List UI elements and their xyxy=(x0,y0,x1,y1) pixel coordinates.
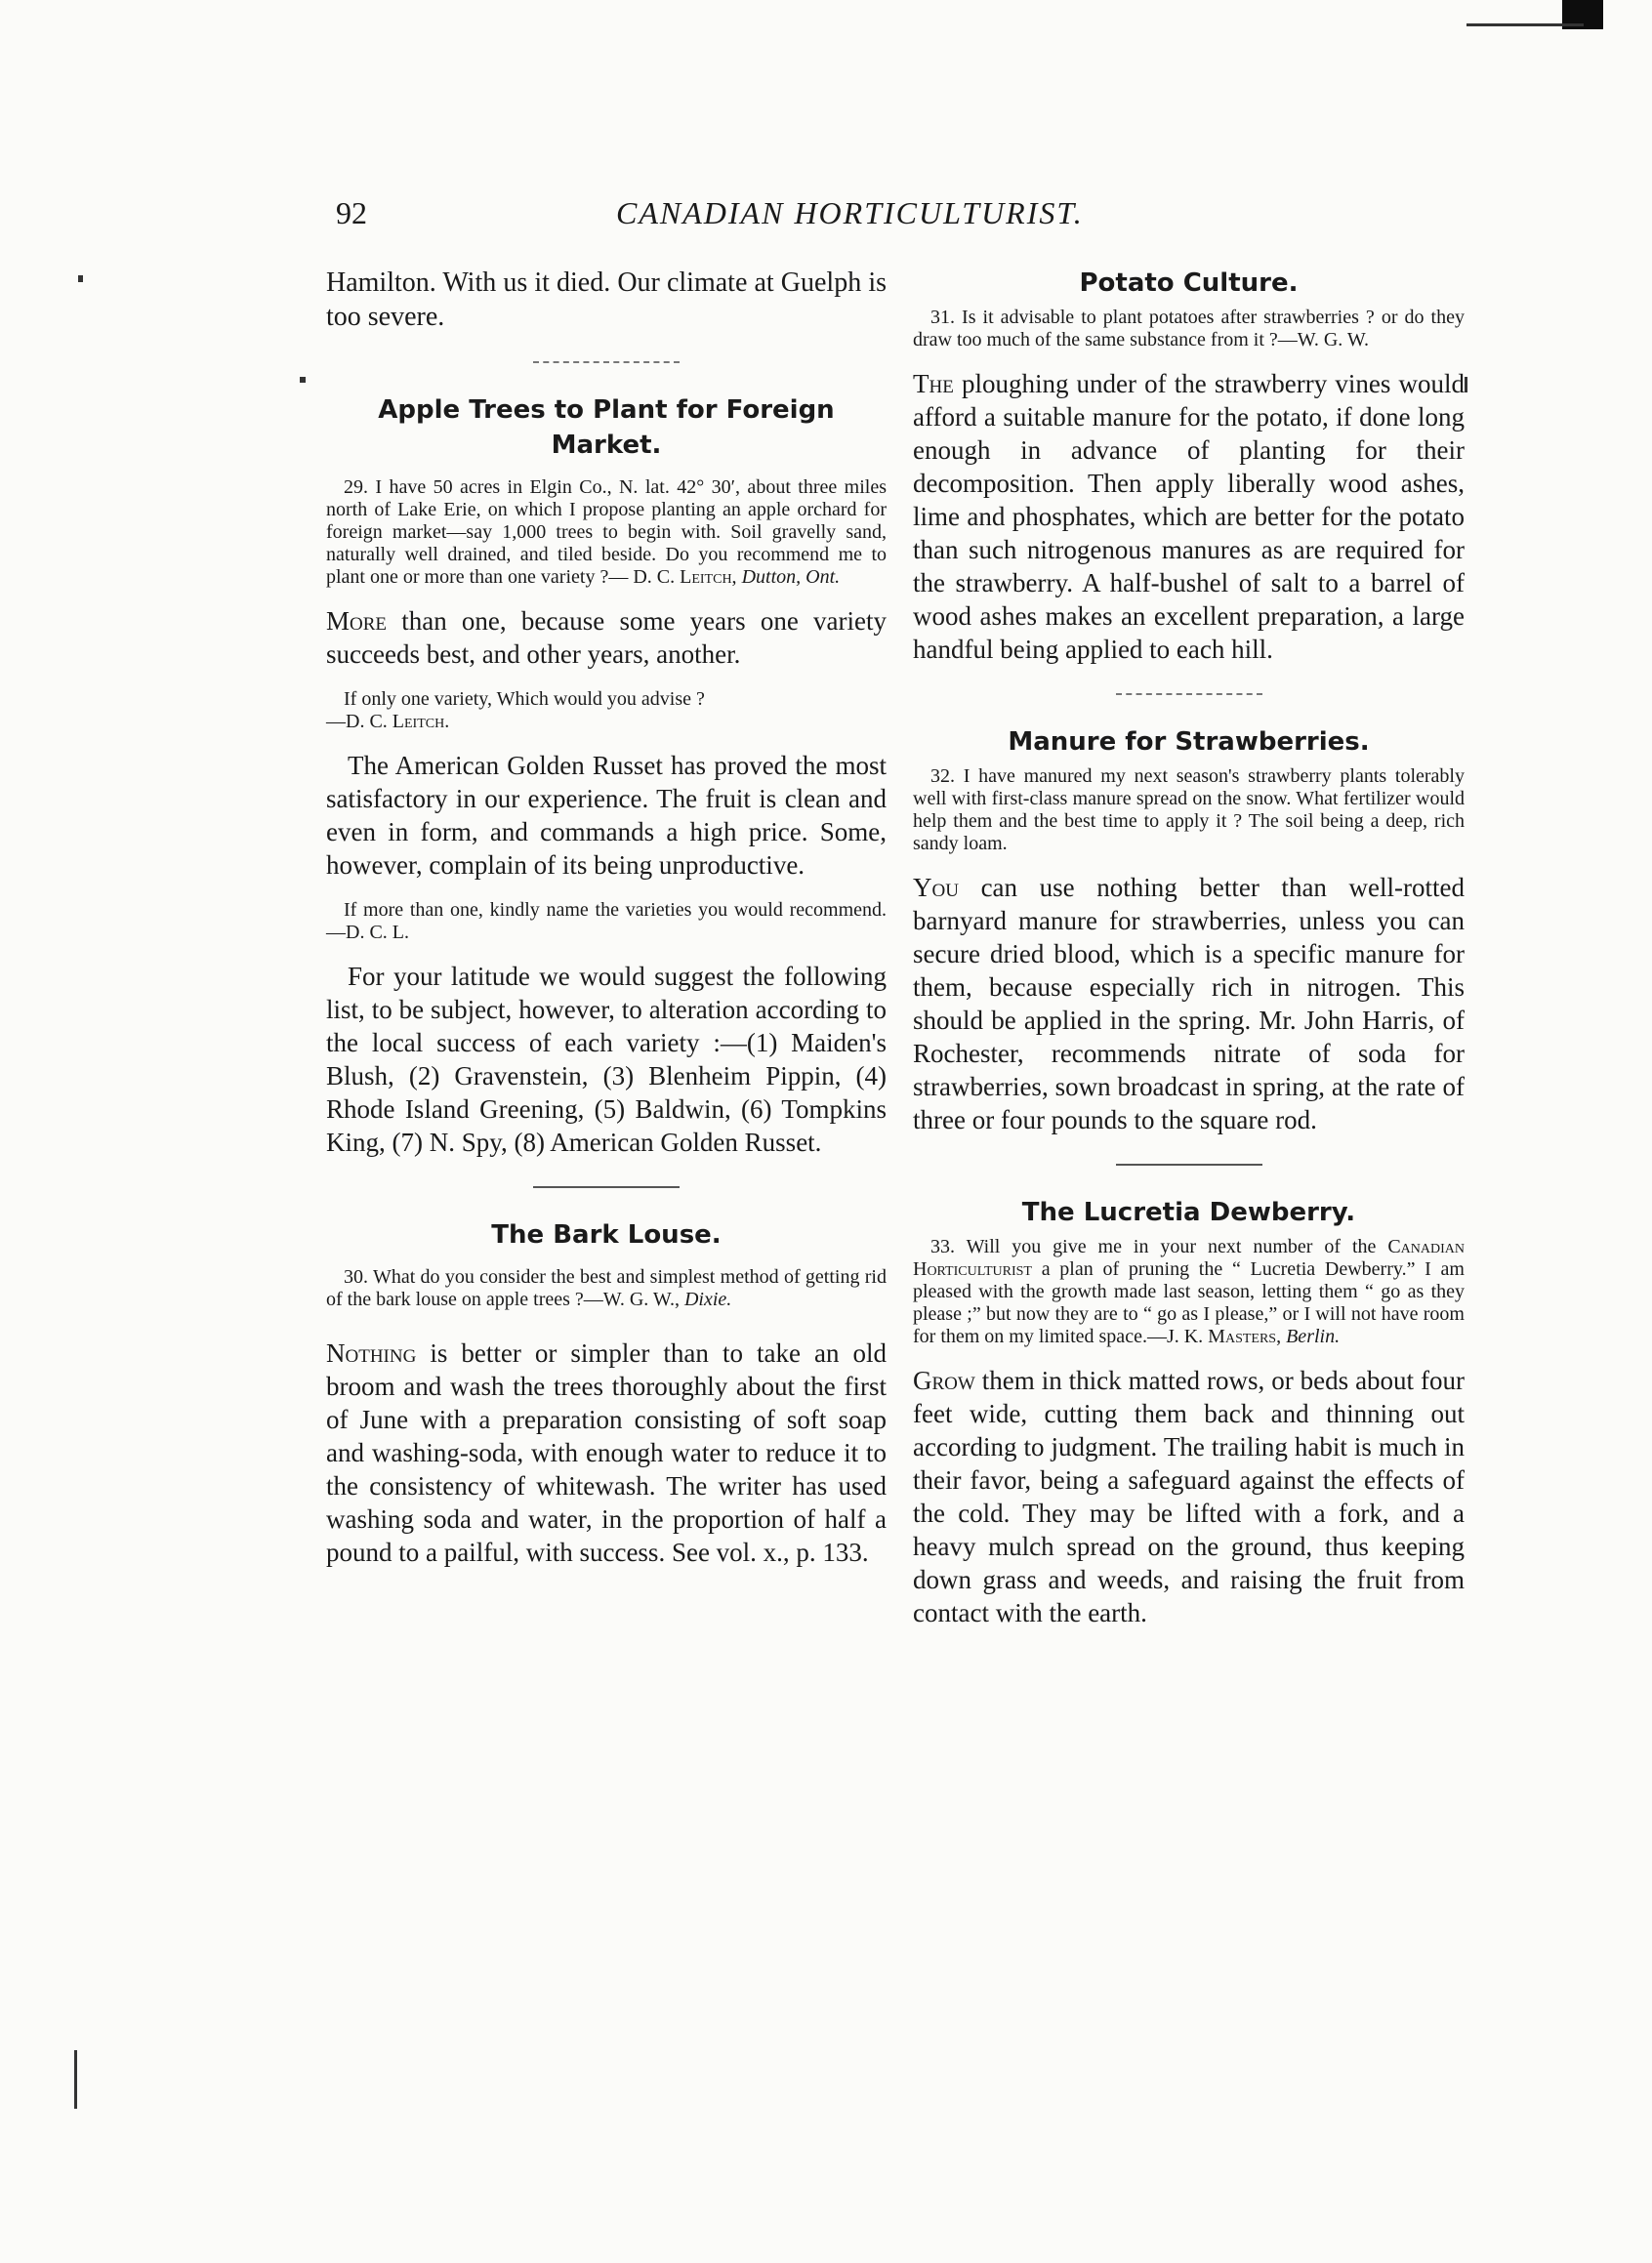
section-heading: Apple Trees to Plant for Foreign Market. xyxy=(378,395,835,460)
page-number: 92 xyxy=(336,195,367,230)
potato-culture-section xyxy=(913,266,1465,666)
scan-speck xyxy=(1465,377,1467,392)
carryover-paragraph: Hamilton. With us it died. Our climate at Guelph is too severe. xyxy=(326,267,887,332)
question-place: Dutton, Ont. xyxy=(741,566,841,588)
answer-lead: More xyxy=(326,606,388,636)
reader-question: 32. I have manured my next season's strawberry plants tolerably well with first-class manure spread on the snow. What fertilizer would help them and the best time to apply it ? The soil being a deep, rich sandy loam. xyxy=(913,765,1465,854)
manure-strawberries-section xyxy=(913,724,1465,1136)
question-text: 30. What do you consider the best and simplest method of getting rid of the bark louse on apple trees ?—W. G. W., xyxy=(326,1266,887,1310)
section-heading: Potato Culture. xyxy=(1079,268,1299,298)
scan-speck xyxy=(78,275,83,282)
editor-answer xyxy=(913,871,1465,1136)
editor-answer: The American Golden Russet has proved the most satisfactory in our experience. The fruit is clean and even in form, and commands a high price. Some, however, complain of its being unproductive. xyxy=(326,751,887,880)
reader-question xyxy=(326,688,887,733)
section-heading: Manure for Strawberries. xyxy=(1008,727,1370,757)
answer-text: than one, because some years one variety succeeds best, and other years, another. xyxy=(326,606,887,669)
lucretia-dewberry-section xyxy=(913,1195,1465,1629)
scan-edge-rule xyxy=(1466,23,1584,26)
bark-louse-section xyxy=(326,1217,887,1569)
left-column xyxy=(326,266,887,1586)
question-text: a plan of pruning the “ Lucretia Dewberry.” I am pleased with the growth made last season, letting them “ go as they please ;” but now they are to “ go as I please,” or I will not have room for them on my limited space.— xyxy=(913,1258,1465,1347)
editor-answer xyxy=(326,604,887,671)
page-header xyxy=(336,195,1215,244)
question-text: If only one variety, Which would you advise ? xyxy=(344,688,705,710)
question-place: Dixie. xyxy=(683,1289,732,1310)
journal-name: Canadian Horticulturist xyxy=(913,1236,1465,1280)
question-text: 29. I have 50 acres in Elgin Co., N. lat. 42° 30′, about three miles north of Lake Erie, on which I propose planting an apple orchard for foreign market—say 1,000 trees to begin with. Soil gravelly sand, naturally well drained, and tiled beside. Do you recommend me to plant one or more than one variety ?— xyxy=(326,476,887,588)
answer-lead: Nothing xyxy=(326,1338,417,1368)
section-divider xyxy=(1116,693,1262,695)
reader-question: 31. Is it advisable to plant potatoes after strawberries ? or do they draw too much of the same substance from it ?—W. G. W. xyxy=(913,307,1465,350)
section-divider xyxy=(533,361,680,363)
answer-text: them in thick matted rows, or beds about four feet wide, cutting them back and thinning out according to judgment. The trailing habit is much in their favor, being a safeguard against the effects of the cold. They may be lifted with a fork, and a heavy mulch spread on the ground, thus keeping down grass and weeds, and raising the fruit from contact with the earth. xyxy=(913,1366,1465,1627)
editor-answer xyxy=(326,1337,887,1569)
answer-lead: You xyxy=(913,873,959,902)
reader-question xyxy=(913,1236,1465,1348)
reader-question xyxy=(326,476,887,589)
apple-trees-section xyxy=(326,392,887,1159)
reader-question: If more than one, kindly name the varieties you would recommend.—D. C. L. xyxy=(326,899,887,943)
question-signature: D. C. Leitch, xyxy=(633,566,737,588)
scan-speck xyxy=(74,2050,77,2109)
running-title: CANADIAN HORTICULTURIST. xyxy=(616,195,1084,230)
answer-lead: Grow xyxy=(913,1366,975,1395)
question-signature: J. K. Masters, xyxy=(1166,1326,1282,1347)
section-heading: The Bark Louse. xyxy=(491,1220,722,1250)
scan-speck xyxy=(300,377,306,383)
section-divider xyxy=(1116,1164,1262,1166)
editor-answer xyxy=(913,367,1465,666)
editor-answer xyxy=(913,1364,1465,1629)
editor-answer: For your latitude we would suggest the following list, to be subject, however, to alteration according to the local success of each variety :—(1) Maiden's Blush, (2) Gravenstein, (3) Blenheim Pippin, (4) Rhode Island Greening, (5) Baldwin, (6) Tompkins King, (7) N. Spy, (8) American Golden Russet. xyxy=(326,962,887,1157)
question-signature: —D. C. Leitch. xyxy=(326,711,450,732)
right-column xyxy=(913,266,1465,1647)
answer-text: ploughing under of the strawberry vines would afford a suitable manure for the potato, if done long enough in advance of planting for their decomposition. Then apply liberally wood ashes, lime and phosphates, which are better for the potato than such nitrogenous manures as are required for the strawberry. A half-bushel of salt to a barrel of wood ashes makes an excellent preparation, a large handful being applied to each hill. xyxy=(913,369,1465,664)
section-divider xyxy=(533,1186,680,1188)
answer-text: is better or simpler than to take an old broom and wash the trees thoroughly about the first of June with a preparation consisting of soft soap and washing-soda, with enough water to reduce it to the consistency of whitewash. The writer has used washing soda and water, in the proportion of half a pound to a pailful, with success. See vol. x., p. 133. xyxy=(326,1338,887,1567)
question-text: 33. Will you give me in your next number of the xyxy=(930,1236,1388,1257)
answer-lead: The xyxy=(913,369,954,398)
answer-text: can use nothing better than well-rotted barnyard manure for strawberries, unless you can secure dried blood, which is a specific manure for them, because especially rich in nitrogen. This should be applied in the spring. Mr. John Harris, of Rochester, recommends nitrate of soda for strawberries, sown broadcast in spring, at the rate of three or four pounds to the square rod. xyxy=(913,873,1465,1134)
reader-question xyxy=(326,1266,887,1311)
section-heading: The Lucretia Dewberry. xyxy=(1021,1198,1356,1227)
question-place: Berlin. xyxy=(1286,1326,1341,1347)
